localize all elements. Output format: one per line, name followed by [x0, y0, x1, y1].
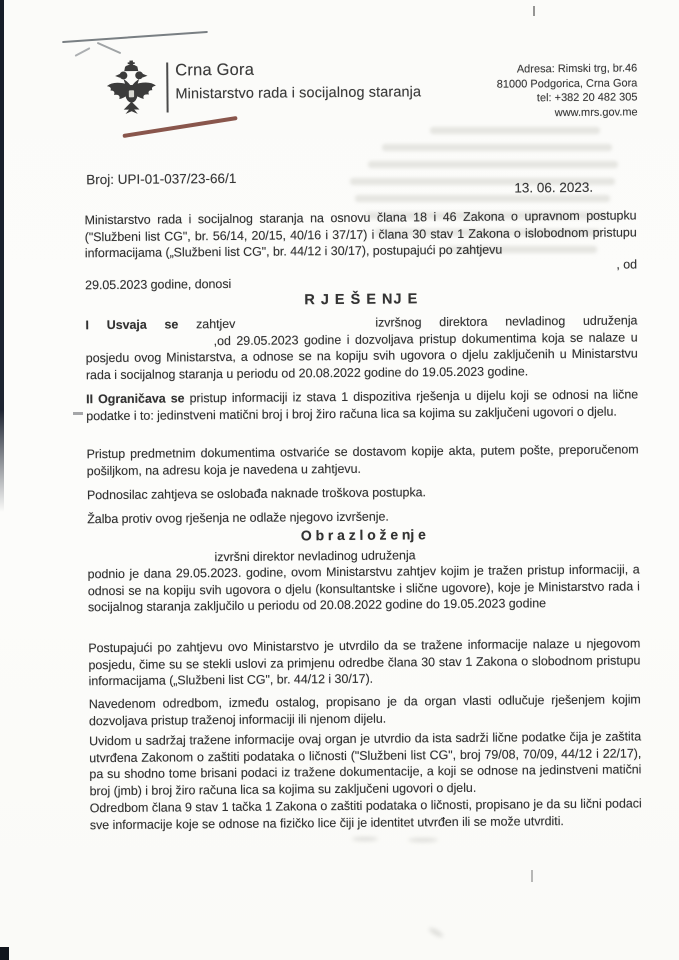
- rationale-title: O b r a z l o ž e nj e: [300, 526, 426, 544]
- intro-od-suffix: , od: [616, 257, 638, 272]
- section-1-numeral: I Usvaja se: [85, 317, 179, 333]
- contact-address-line2: 81000 Podgorica, Crna Gora: [496, 76, 638, 91]
- decision-title: R J E Š E NJ E: [304, 291, 419, 309]
- contact-phone: tel: +382 20 482 305: [536, 91, 638, 105]
- org-block: [175, 59, 421, 102]
- redaction-blank: [86, 344, 214, 346]
- section-2-numeral: II Ograničava se: [86, 391, 185, 407]
- country-name: Crna Gora: [175, 60, 255, 80]
- contact-address-line1: Adresa: Rimski trg, br.46: [516, 62, 638, 76]
- reference-number: Broj: UPI-01-037/23-66/1: [86, 170, 237, 188]
- fee-paragraph: Podnosilac zahtjeva se oslobađa naknade troškova postupka.: [86, 485, 427, 503]
- redaction-blank: [235, 326, 375, 328]
- contact-block: [497, 61, 638, 120]
- requester-text: izvršni direktor nevladinog udruženja: [214, 548, 416, 565]
- appeal-paragraph: Žalba protiv ovog rješenja ne odlaže njegovo izvršenje.: [87, 509, 389, 527]
- intro-date-line: 29.05.2023 godine, donosi: [85, 276, 232, 293]
- rationale-paragraph-3: Navedenom odredbom, između ostalog, propisano je da organ vlasti odlučuje rješenjem kojim dozvoljava pristup traženoj informaciji ili njenom dijelu.: [88, 692, 641, 728]
- montenegro-coat-of-arms-icon: [103, 59, 159, 115]
- rationale-paragraph-2: Postupajući po zahtjevu ovo Ministarstvo je utvrdilo da se tražene informacije nalaze u njegovom posjedu, čime su se stekli uslovi za primjenu odredbe člana 30 stav 1 Zakona o slobodnom pristupu informacijama („Službeni list CG", br. 44/12 i 30/17).: [88, 636, 641, 689]
- delivery-paragraph: Pristup predmetnim dokumentima ostvariće se dostavom kopije akta, putem pošte, preporučenom pošiljkom, na adresu koja je navedena u zahtjevu.: [86, 442, 639, 478]
- rationale-paragraph-5: Odredbom člana 9 stav 1 tačka 1 Zakona o zaštiti podataka o ličnosti, propisano je da su lični podaci sve informacije koje se odnose na fizičko lice čiji je identitet utvrđen ili se može utvrditi.: [89, 796, 642, 832]
- section-1: [85, 312, 638, 383]
- intro-paragraph: Ministarstvo rada i socijalnog staranja na osnovu člana 18 i 46 Zakona o upravnom postupku ("Službeni list CG", br. 56/14, 20/15, 40/16 i 37/17) i člana 30 stav 1 Zakona o islobodnom pristupu informacijama („Službeni list CG", br. 44/12 i 30/17), postupajući po zahtjevu: [84, 208, 637, 261]
- contact-website: www.mrs.gov.me: [554, 105, 638, 119]
- redaction-blank: [88, 560, 215, 562]
- section-2-body: pristup informaciji iz stava 1 dispozitiva rješenja u dijelu koji se odnosi na lične podatke i to: jedinstveni matični broj i broj žiro računa lica sa kojima su zaključeni ugovori o djelu.: [86, 387, 639, 423]
- header-divider: [166, 62, 168, 112]
- section-1-body: ,od 29.05.2023 godine i dozvoljava pristup dokumentima koja se nalaze u posjedu ovog Ministarstva, a odnose se na kopiju svih ugovora o djelu zaključenih u Ministarstvu rada i socijalnog staranja u periodu od 20.08.2022 godine do 19.05.2023 godine.: [85, 329, 638, 382]
- document-date: 13. 06. 2023.: [514, 179, 594, 196]
- ministry-name: Ministarstvo rada i socijalnog staranja: [175, 84, 422, 103]
- section-1-lead: zahtjev: [178, 316, 236, 332]
- rationale-paragraph-1: podnio je dana 29.05.2023. godine, ovom Ministarstvu zahtjev kojim je tražen pristup informaciji, a odnosi se na kopiju svih ugovora o djelu (konsultantske i slične ugovore), koje je Ministarstvo rada i socijalnog staranja zaključilo u periodu od 20.08.2022 godine do 19.05.2023 godine: [87, 562, 640, 615]
- section-2: [86, 386, 638, 424]
- section-1-requester: izvršnog direktora nevladinog udruženja: [375, 313, 638, 330]
- rationale-paragraph-4: Uvidom u sadržaj tražene informacije ovaj organ je utvrdio da ista sadrži lične podatke čija je zaštita utvrđena Zakonom o zaštiti podataka o ličnosti ("Službeni list CG", broj 79/08, 70/09, 44/12 i 22/17), pa su shodno tome brisani podaci iz tražene dokumentacije, a koji se odnose na jedinstveni matični broj (jmb) i broj žiro računa lica sa kojima su zaključeni ugovori o djelu.: [89, 729, 642, 798]
